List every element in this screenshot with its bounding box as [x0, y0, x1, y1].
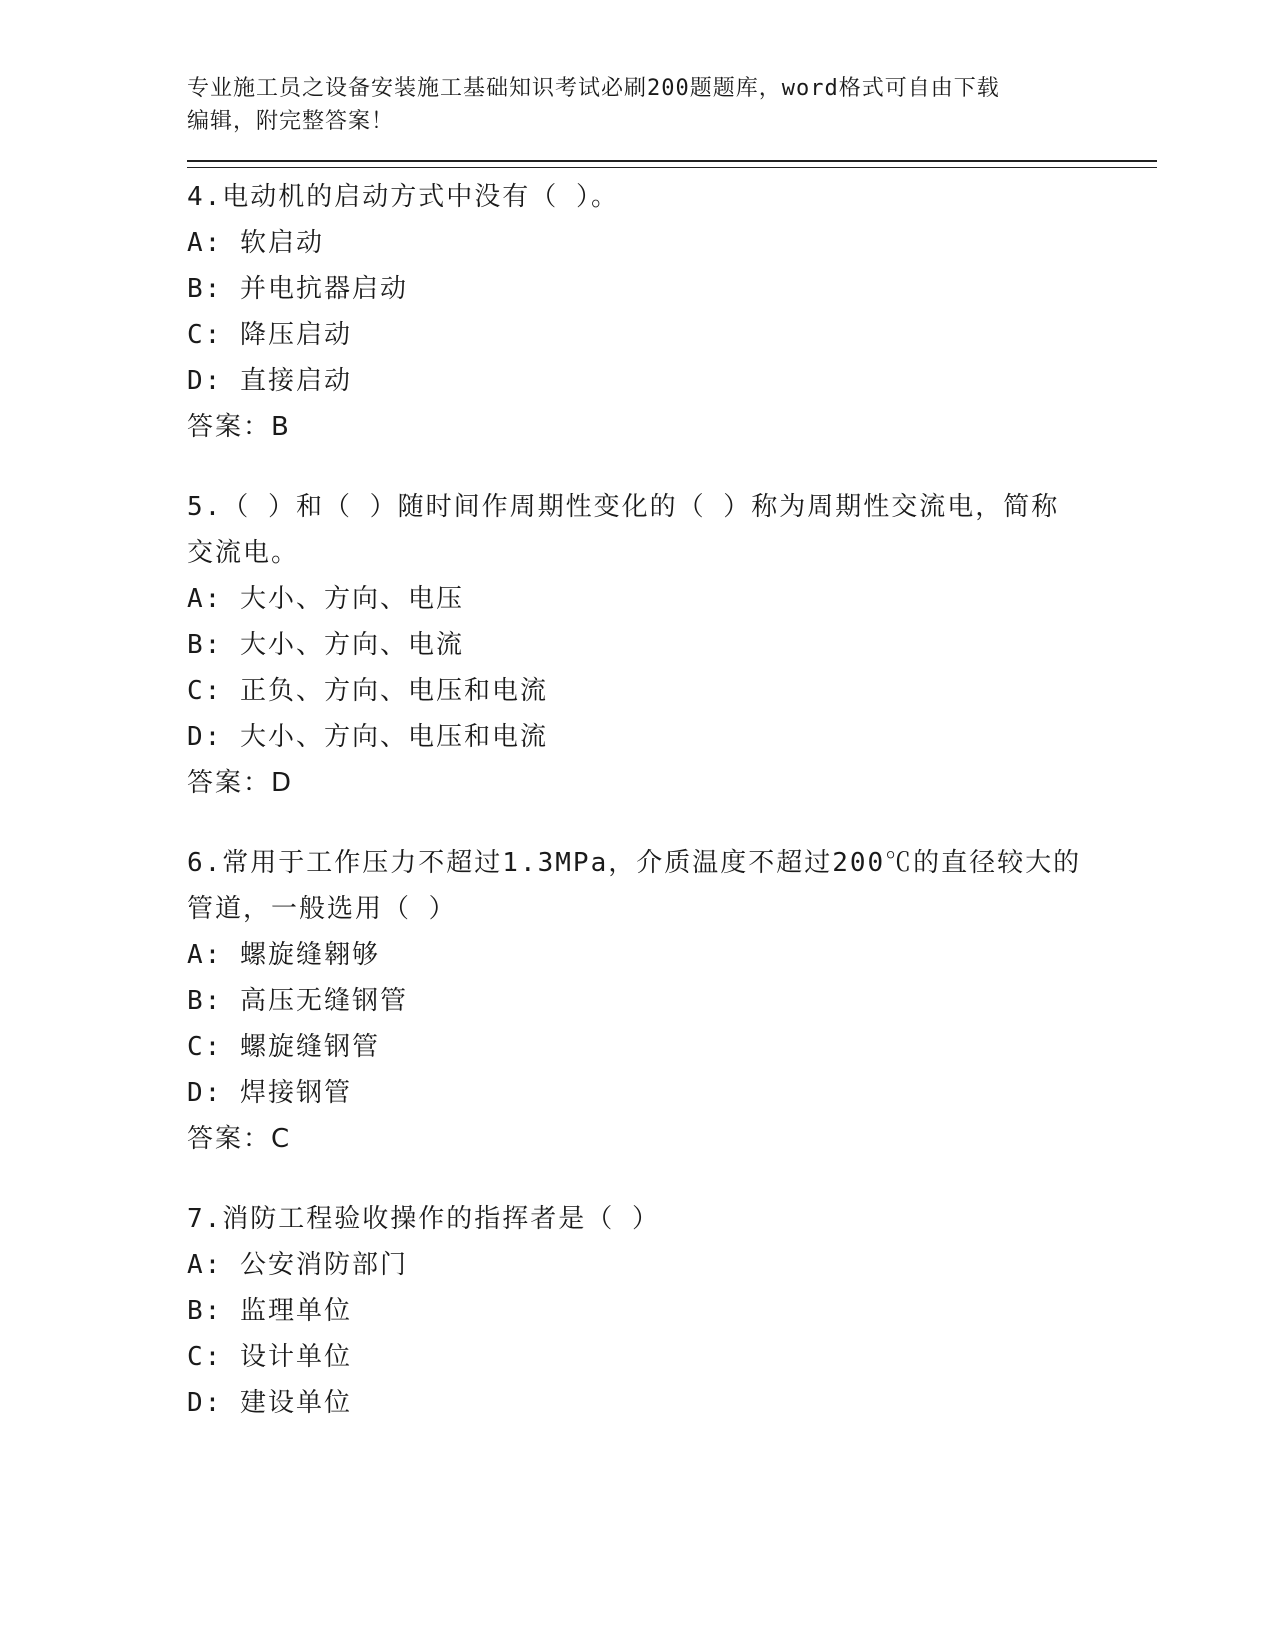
answer-line: 答案：C [187, 1124, 292, 1154]
answer-line: 答案：D [187, 768, 294, 798]
header-divider [187, 160, 1157, 168]
question-7 [187, 1196, 1157, 1426]
option-d: D: 建设单位 [187, 1388, 352, 1418]
question-stem: 6.常用于工作压力不超过1.3MPa，介质温度不超过200℃的直径较大的管道，一般选用（ ） [187, 848, 1082, 924]
question-stem: 4.电动机的启动方式中没有（ ）。 [187, 182, 619, 212]
question-5 [187, 484, 1157, 806]
question-stem: 7.消防工程验收操作的指挥者是（ ） [187, 1204, 660, 1234]
option-c: C: 降压启动 [187, 320, 352, 350]
question-4 [187, 174, 1157, 450]
option-d: D: 直接启动 [187, 366, 352, 396]
option-b: B: 高压无缝钢管 [187, 986, 408, 1016]
option-c: C: 设计单位 [187, 1342, 352, 1372]
question-stem: 5.（ ）和（ ）随时间作周期性变化的（ ）称为周期性交流电，简称交流电。 [187, 492, 1060, 568]
option-a: A: 大小、方向、电压 [187, 584, 464, 614]
answer-line: 答案：B [187, 412, 291, 442]
header-title-line-2: 编辑，附完整答案！ [187, 109, 395, 134]
option-d: D: 大小、方向、电压和电流 [187, 722, 548, 752]
question-6 [187, 840, 1157, 1162]
option-b: B: 并电抗器启动 [187, 274, 408, 304]
document-page [187, 72, 1157, 1426]
option-c: C: 正负、方向、电压和电流 [187, 676, 548, 706]
document-header [187, 72, 1067, 138]
option-c: C: 螺旋缝钢管 [187, 1032, 380, 1062]
option-a: A: 公安消防部门 [187, 1250, 408, 1280]
option-a: A: 螺旋缝翱够 [187, 940, 380, 970]
option-b: B: 大小、方向、电流 [187, 630, 464, 660]
option-d: D: 焊接钢管 [187, 1078, 352, 1108]
option-a: A: 软启动 [187, 228, 324, 258]
header-title-line-1: 专业施工员之设备安装施工基础知识考试必刷200题题库，word格式可自由下载 [187, 76, 1000, 101]
option-b: B: 监理单位 [187, 1296, 352, 1326]
